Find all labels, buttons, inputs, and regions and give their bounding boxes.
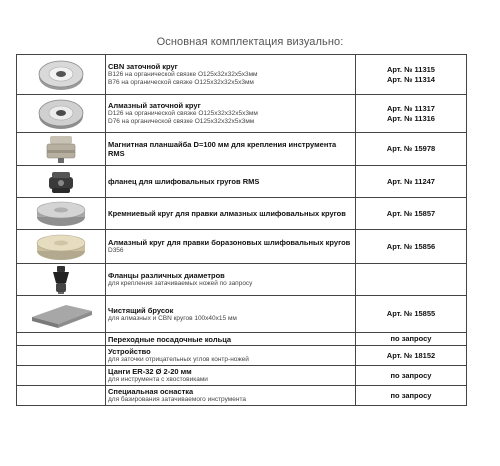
- article-number: Арт. № 18152: [386, 350, 436, 360]
- diamond-wheel-icon: [36, 97, 86, 131]
- product-image: [17, 296, 106, 333]
- product-image: [17, 230, 106, 264]
- magnetic-faceplate-icon: [44, 134, 78, 164]
- article-number: Арт. № 11316: [387, 113, 435, 123]
- item-name: Алмазный круг для правки боразоновых шлифовальных кругов: [108, 238, 351, 247]
- article-number: Арт. № 15856: [386, 241, 436, 251]
- article-status: по запросу: [390, 390, 432, 400]
- article-number: Арт. № 15855: [386, 309, 436, 318]
- product-image: [17, 166, 106, 198]
- item-detail: D76 на органической связке O125x32x32x5x3мм: [108, 118, 255, 125]
- table-row: [17, 198, 467, 230]
- item-name: Фланцы различных диаметров: [108, 271, 225, 280]
- table-row: [17, 264, 467, 296]
- collet-flange-icon: [49, 265, 73, 295]
- item-detail: для базирования затачиваемого инструмента: [108, 396, 246, 403]
- article-number: Арт. № 11314: [387, 74, 435, 84]
- item-name: фланец для шлифовальных гругов RMS: [108, 177, 260, 186]
- table-row: [17, 333, 467, 346]
- table-row: [17, 366, 467, 386]
- table-row: [17, 296, 467, 333]
- item-name: Цанги ER-32 Ø 2-20 мм: [108, 367, 192, 376]
- page-title: Основная комплектация визуально:: [156, 36, 344, 48]
- product-image: [17, 95, 106, 133]
- item-detail: для алмазных и CBN кругов 100x40x15 мм: [108, 314, 237, 322]
- item-name: CBN заточной круг: [108, 62, 178, 71]
- item-name: Кремниевый круг для правки алмазных шлифовальных кругов: [108, 209, 346, 218]
- item-name: Чистящий брусок: [108, 305, 174, 315]
- item-name: Алмазный заточной круг: [108, 101, 201, 110]
- article-status: по запросу: [390, 370, 432, 380]
- equipment-table: [16, 54, 467, 406]
- table-row: [17, 95, 467, 133]
- dressing-wheel-icon: [34, 232, 88, 262]
- cleaning-stone-icon: [26, 299, 96, 329]
- cbn-wheel-icon: [36, 58, 86, 92]
- table-row: [17, 230, 467, 264]
- article-status: по запросу: [390, 334, 432, 343]
- item-detail: B76 на органической связке O125x32x32x5x3мм: [108, 79, 254, 86]
- item-detail: для крепления затачиваемых ножей по запросу: [108, 280, 253, 287]
- product-image: [17, 133, 106, 166]
- table-row: [17, 386, 467, 406]
- item-detail: D126 на органической связке O125x32x32x5x3мм: [108, 110, 258, 117]
- article-number: Арт. № 11317: [387, 103, 435, 113]
- article-number: Арт. № 15978: [386, 144, 436, 153]
- item-detail: для инструмента с хвостовиками: [108, 376, 208, 383]
- item-name: Магнитная планшайба D=100 мм для крепления инструмента RMS: [108, 140, 337, 158]
- item-detail: для заточки отрицательных углов контр-ножей: [108, 356, 249, 363]
- product-image: [17, 264, 106, 296]
- article-number: Арт. № 11315: [387, 64, 435, 74]
- table-row: [17, 133, 467, 166]
- item-name: Специальная оснастка: [108, 387, 194, 396]
- silicon-wheel-icon: [34, 200, 88, 228]
- table-row: [17, 55, 467, 95]
- flange-icon: [44, 168, 78, 196]
- product-image: [17, 198, 106, 230]
- product-image: [17, 55, 106, 95]
- item-name: Устройство: [108, 347, 151, 356]
- table-row: [17, 346, 467, 366]
- article-number: Арт. № 15857: [386, 208, 436, 218]
- item-detail: D356: [108, 247, 124, 254]
- item-name: Переходные посадочные кольца: [108, 334, 232, 344]
- item-detail: B126 на органической связке O125x32x32x5x3мм: [108, 71, 258, 78]
- article-number: Арт. № 11247: [387, 176, 435, 186]
- table-row: [17, 166, 467, 198]
